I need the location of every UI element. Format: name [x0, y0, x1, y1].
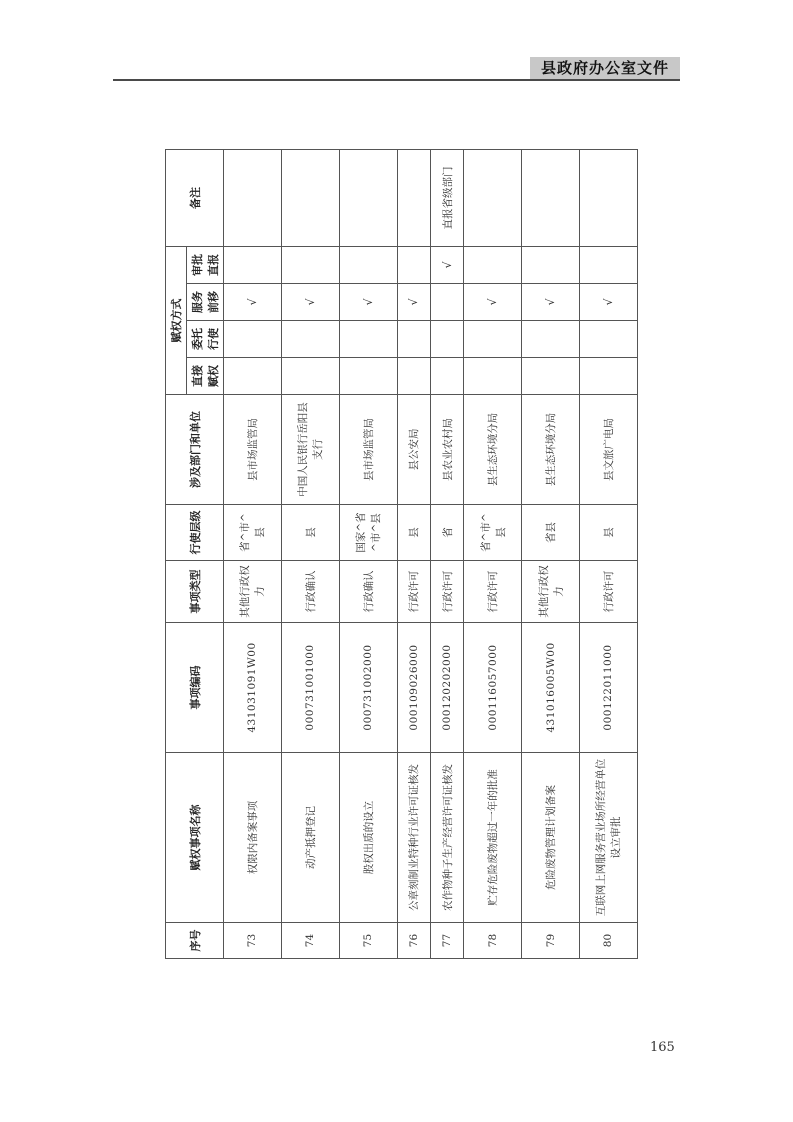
cell-method-service: √ — [522, 284, 580, 321]
document-header-title: 县政府办公室文件 — [530, 57, 680, 79]
cell-method-service: √ — [224, 284, 282, 321]
cell-dept: 县生态环境分局 — [522, 395, 580, 505]
page-number: 165 — [650, 1040, 675, 1055]
cell-dept: 县市场监管局 — [224, 395, 282, 505]
cell-remark — [224, 150, 282, 247]
cell-seq: 74 — [281, 923, 339, 959]
cell-seq: 77 — [430, 923, 463, 959]
cell-name: 危险废物管理计划备案 — [522, 753, 580, 923]
cell-method-approve — [281, 247, 339, 284]
cell-dept: 中国人民银行岳阳县支行 — [281, 395, 339, 505]
cell-method-direct — [522, 358, 580, 395]
cell-seq: 78 — [464, 923, 522, 959]
cell-level: 省县 — [522, 505, 580, 561]
table-body — [224, 150, 638, 959]
cell-method-service: √ — [339, 284, 397, 321]
cell-method-approve — [522, 247, 580, 284]
cell-code: 000120202000 — [430, 623, 463, 753]
cell-type: 行政确认 — [281, 561, 339, 623]
cell-level: 国家^省^市^县 — [339, 505, 397, 561]
cell-method-approve: √ — [430, 247, 463, 284]
header-method-approve: 审批直报 — [187, 247, 224, 284]
header-method-direct: 直接赋权 — [187, 358, 224, 395]
cell-method-direct — [397, 358, 430, 395]
cell-level: 省^市^县 — [464, 505, 522, 561]
cell-method-entrust — [579, 321, 637, 358]
cell-name: 农作物种子生产经营许可证核发 — [430, 753, 463, 923]
table-row — [397, 150, 430, 959]
cell-method-entrust — [397, 321, 430, 358]
cell-remark — [339, 150, 397, 247]
cell-method-approve — [224, 247, 282, 284]
rotated-table-container — [165, 150, 638, 959]
cell-type: 行政确认 — [339, 561, 397, 623]
cell-remark: 直报省级部门 — [430, 150, 463, 247]
cell-code: 431031091W00 — [224, 623, 282, 753]
cell-dept: 县文旅广电局 — [579, 395, 637, 505]
table-header-row — [166, 150, 187, 959]
header-method-group: 赋权方式 — [166, 247, 187, 395]
cell-code: 000731002000 — [339, 623, 397, 753]
cell-method-entrust — [464, 321, 522, 358]
cell-dept: 县公安局 — [397, 395, 430, 505]
table-row — [522, 150, 580, 959]
cell-method-approve — [339, 247, 397, 284]
table-row — [281, 150, 339, 959]
table-row — [224, 150, 282, 959]
cell-method-direct — [224, 358, 282, 395]
cell-method-service: √ — [397, 284, 430, 321]
cell-method-entrust — [224, 321, 282, 358]
cell-level: 省 — [430, 505, 463, 561]
cell-method-entrust — [522, 321, 580, 358]
header-dept: 涉及部门和单位 — [166, 395, 224, 505]
cell-type: 其他行政权力 — [522, 561, 580, 623]
header-type: 事项类型 — [166, 561, 224, 623]
cell-code: 431016005W00 — [522, 623, 580, 753]
cell-level: 省^市^县 — [224, 505, 282, 561]
cell-method-direct — [579, 358, 637, 395]
cell-remark — [397, 150, 430, 247]
cell-dept: 县生态环境分局 — [464, 395, 522, 505]
cell-method-approve — [579, 247, 637, 284]
cell-type: 行政许可 — [430, 561, 463, 623]
table-row — [339, 150, 397, 959]
cell-method-entrust — [339, 321, 397, 358]
cell-level: 县 — [579, 505, 637, 561]
cell-name: 公章刻制业特种行业许可证核发 — [397, 753, 430, 923]
cell-code: 000116057000 — [464, 623, 522, 753]
cell-seq: 76 — [397, 923, 430, 959]
cell-name: 互联网上网服务营业场所经营单位设立审批 — [579, 753, 637, 923]
cell-method-approve — [397, 247, 430, 284]
cell-level: 县 — [281, 505, 339, 561]
cell-method-direct — [339, 358, 397, 395]
empowerment-items-table — [165, 149, 638, 959]
cell-method-service: √ — [464, 284, 522, 321]
cell-method-direct — [430, 358, 463, 395]
cell-method-direct — [281, 358, 339, 395]
cell-method-entrust — [430, 321, 463, 358]
table-row — [430, 150, 463, 959]
header-level: 行使层级 — [166, 505, 224, 561]
cell-seq: 80 — [579, 923, 637, 959]
cell-method-approve — [464, 247, 522, 284]
cell-remark — [464, 150, 522, 247]
cell-seq: 75 — [339, 923, 397, 959]
cell-type: 行政许可 — [397, 561, 430, 623]
cell-code: 000731001000 — [281, 623, 339, 753]
cell-code: 000122011000 — [579, 623, 637, 753]
header-code: 事项编码 — [166, 623, 224, 753]
cell-type: 其他行政权力 — [224, 561, 282, 623]
table-row — [464, 150, 522, 959]
table-row — [579, 150, 637, 959]
header-method-entrust: 委托行使 — [187, 321, 224, 358]
cell-name: 贮存危险废物超过一年的批准 — [464, 753, 522, 923]
header-rule — [113, 79, 680, 81]
header-seq: 序号 — [166, 923, 224, 959]
header-name: 赋权事项名称 — [166, 753, 224, 923]
cell-method-service — [430, 284, 463, 321]
cell-method-service: √ — [281, 284, 339, 321]
cell-remark — [522, 150, 580, 247]
cell-method-service: √ — [579, 284, 637, 321]
cell-method-direct — [464, 358, 522, 395]
cell-name: 权限内备案事项 — [224, 753, 282, 923]
cell-dept: 县农业农村局 — [430, 395, 463, 505]
cell-seq: 73 — [224, 923, 282, 959]
cell-type: 行政许可 — [464, 561, 522, 623]
cell-method-entrust — [281, 321, 339, 358]
cell-seq: 79 — [522, 923, 580, 959]
cell-dept: 县市场监管局 — [339, 395, 397, 505]
cell-name: 股权出质的设立 — [339, 753, 397, 923]
header-remark: 备注 — [166, 150, 224, 247]
cell-code: 000109026000 — [397, 623, 430, 753]
cell-name: 动产抵押登记 — [281, 753, 339, 923]
cell-remark — [579, 150, 637, 247]
cell-type: 行政许可 — [579, 561, 637, 623]
header-method-service: 服务前移 — [187, 284, 224, 321]
cell-level: 县 — [397, 505, 430, 561]
cell-remark — [281, 150, 339, 247]
